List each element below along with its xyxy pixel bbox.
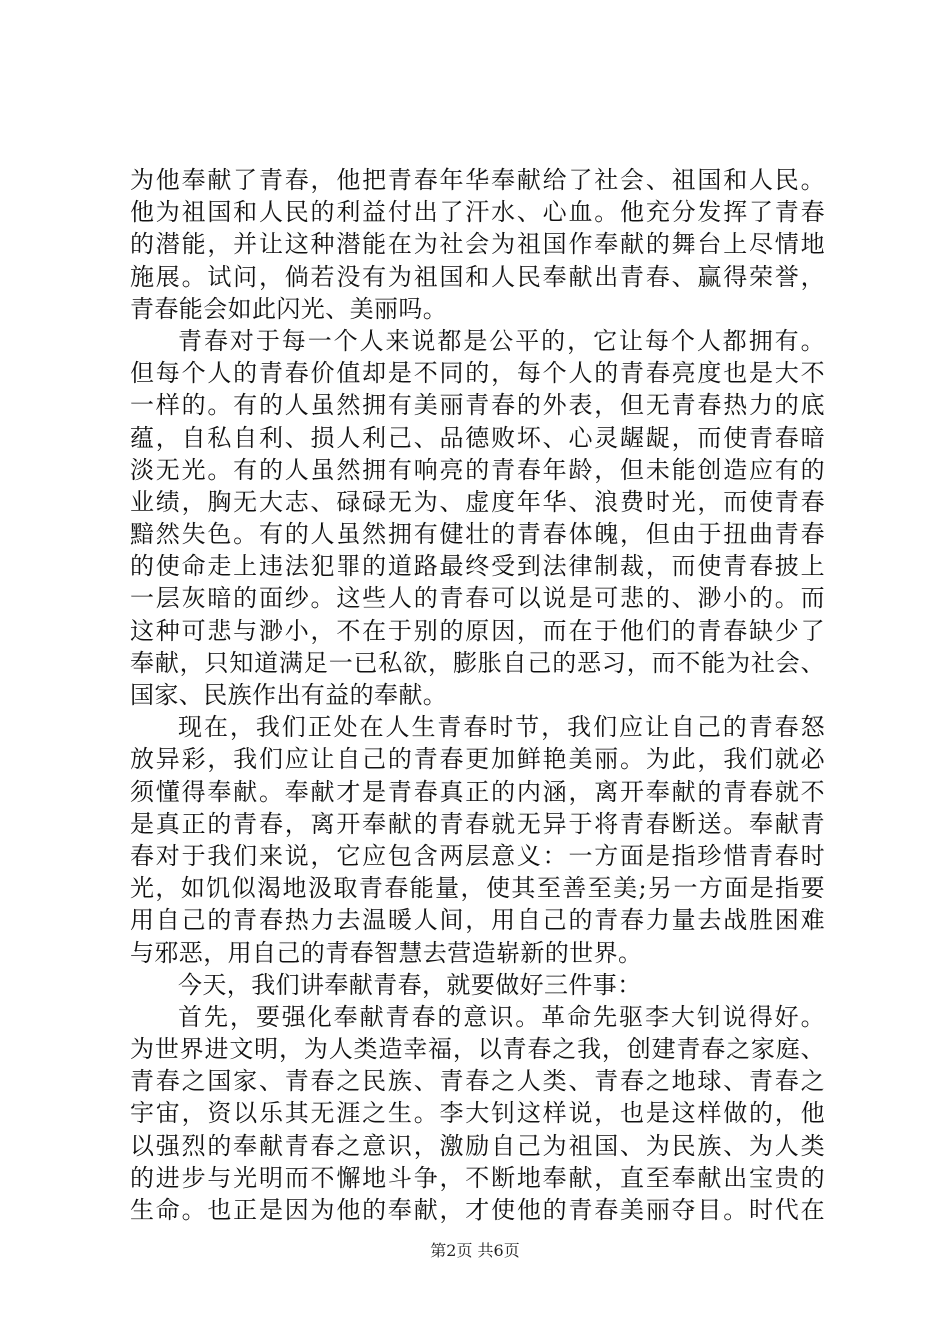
text-line: 这种可悲与渺小，不在于别的原因，而在于他们的青春缺少了 [130,616,825,645]
text-line: 春对于我们来说，它应包含两层意义：一方面是指珍惜青春时 [130,841,825,870]
text-line: 但每个人的青春价值却是不同的，每个人的青春亮度也是大不 [130,359,825,388]
text-line: 今天，我们讲奉献青春，就要做好三件事： [178,970,642,999]
text-line: 为他奉献了青春，他把青春年华奉献给了社会、祖国和人民。 [130,166,825,194]
text-line: 蕴，自私自利、损人利己、品德败坏、心灵龌龊，而使青春暗 [130,423,825,452]
text-line: 现在，我们正处在人生青春时节，我们应让自己的青春怒 [178,713,825,742]
text-line: 他为祖国和人民的利益付出了汗水、心血。他充分发挥了青春 [130,198,825,227]
text-line: 用自己的青春热力去温暖人间，用自己的青春力量去战胜困难 [130,906,825,935]
text-line: 首先，要强化奉献青春的意识。革命先驱李大钊说得好。 [178,1002,825,1031]
text-line: 生命。也正是因为他的奉献，才使他的青春美丽夺目。时代在 [130,1196,825,1224]
text-line: 以强烈的奉献青春之意识，激励自己为祖国、为民族、为人类 [130,1131,825,1160]
text-line: 青春能会如此闪光、美丽吗。 [130,294,448,323]
text-line: 淡无光。有的人虽然拥有响亮的青春年龄，但未能创造应有的 [130,455,825,484]
text-line: 为世界进文明，为人类造幸福，以青春之我，创建青春之家庭、 [130,1035,825,1064]
text-line: 青春之国家、青春之民族、青春之人类、青春之地球、青春之 [130,1067,825,1096]
text-line: 奉献，只知道满足一已私欲，膨胀自己的恶习，而不能为社会、 [130,648,825,677]
text-line: 的潜能，并让这种潜能在为社会为祖国作奉献的舞台上尽情地 [130,230,825,259]
text-line: 国家、民族作出有益的奉献。 [130,681,448,709]
text-line: 青春对于每一个人来说都是公平的，它让每个人都拥有。 [178,326,825,355]
text-line: 与邪恶，用自己的青春智慧去营造崭新的世界。 [130,938,643,967]
text-line: 放异彩，我们应让自己的青春更加鲜艳美丽。为此，我们就必 [130,745,825,774]
document-body [130,164,825,1226]
text-line: 黯然失色。有的人虽然拥有健壮的青春体魄，但由于扭曲青春 [130,520,825,549]
text-line: 业绩，胸无大志、碌碌无为、虚度年华、浪费时光，而使青春 [130,487,825,516]
text-line: 一层灰暗的面纱。这些人的青春可以说是可悲的、渺小的。而 [130,584,825,613]
text-line: 一样的。有的人虽然拥有美丽青春的外表，但无青春热力的底 [130,391,825,420]
text-line: 施展。试问，倘若没有为祖国和人民奉献出青春、赢得荣誉， [130,262,825,291]
text-line: 宇宙，资以乐其无涯之生。李大钊这样说，也是这样做的，他 [130,1099,825,1128]
text-line: 光，如饥似渴地汲取青春能量，使其至善至美;另一方面是指要 [130,874,825,903]
text-line: 的使命走上违法犯罪的道路最终受到法律制裁，而使青春披上 [130,552,825,581]
text-line: 须懂得奉献。奉献才是青春真正的内涵，离开奉献的青春就不 [130,777,825,806]
text-line: 是真正的青春，离开奉献的青春就无异于将青春断送。奉献青 [130,809,825,838]
page-footer: 第2页 共6页 [430,1241,520,1260]
text-line: 的进步与光明而不懈地斗争，不断地奉献，直至奉献出宝贵的 [130,1163,825,1192]
